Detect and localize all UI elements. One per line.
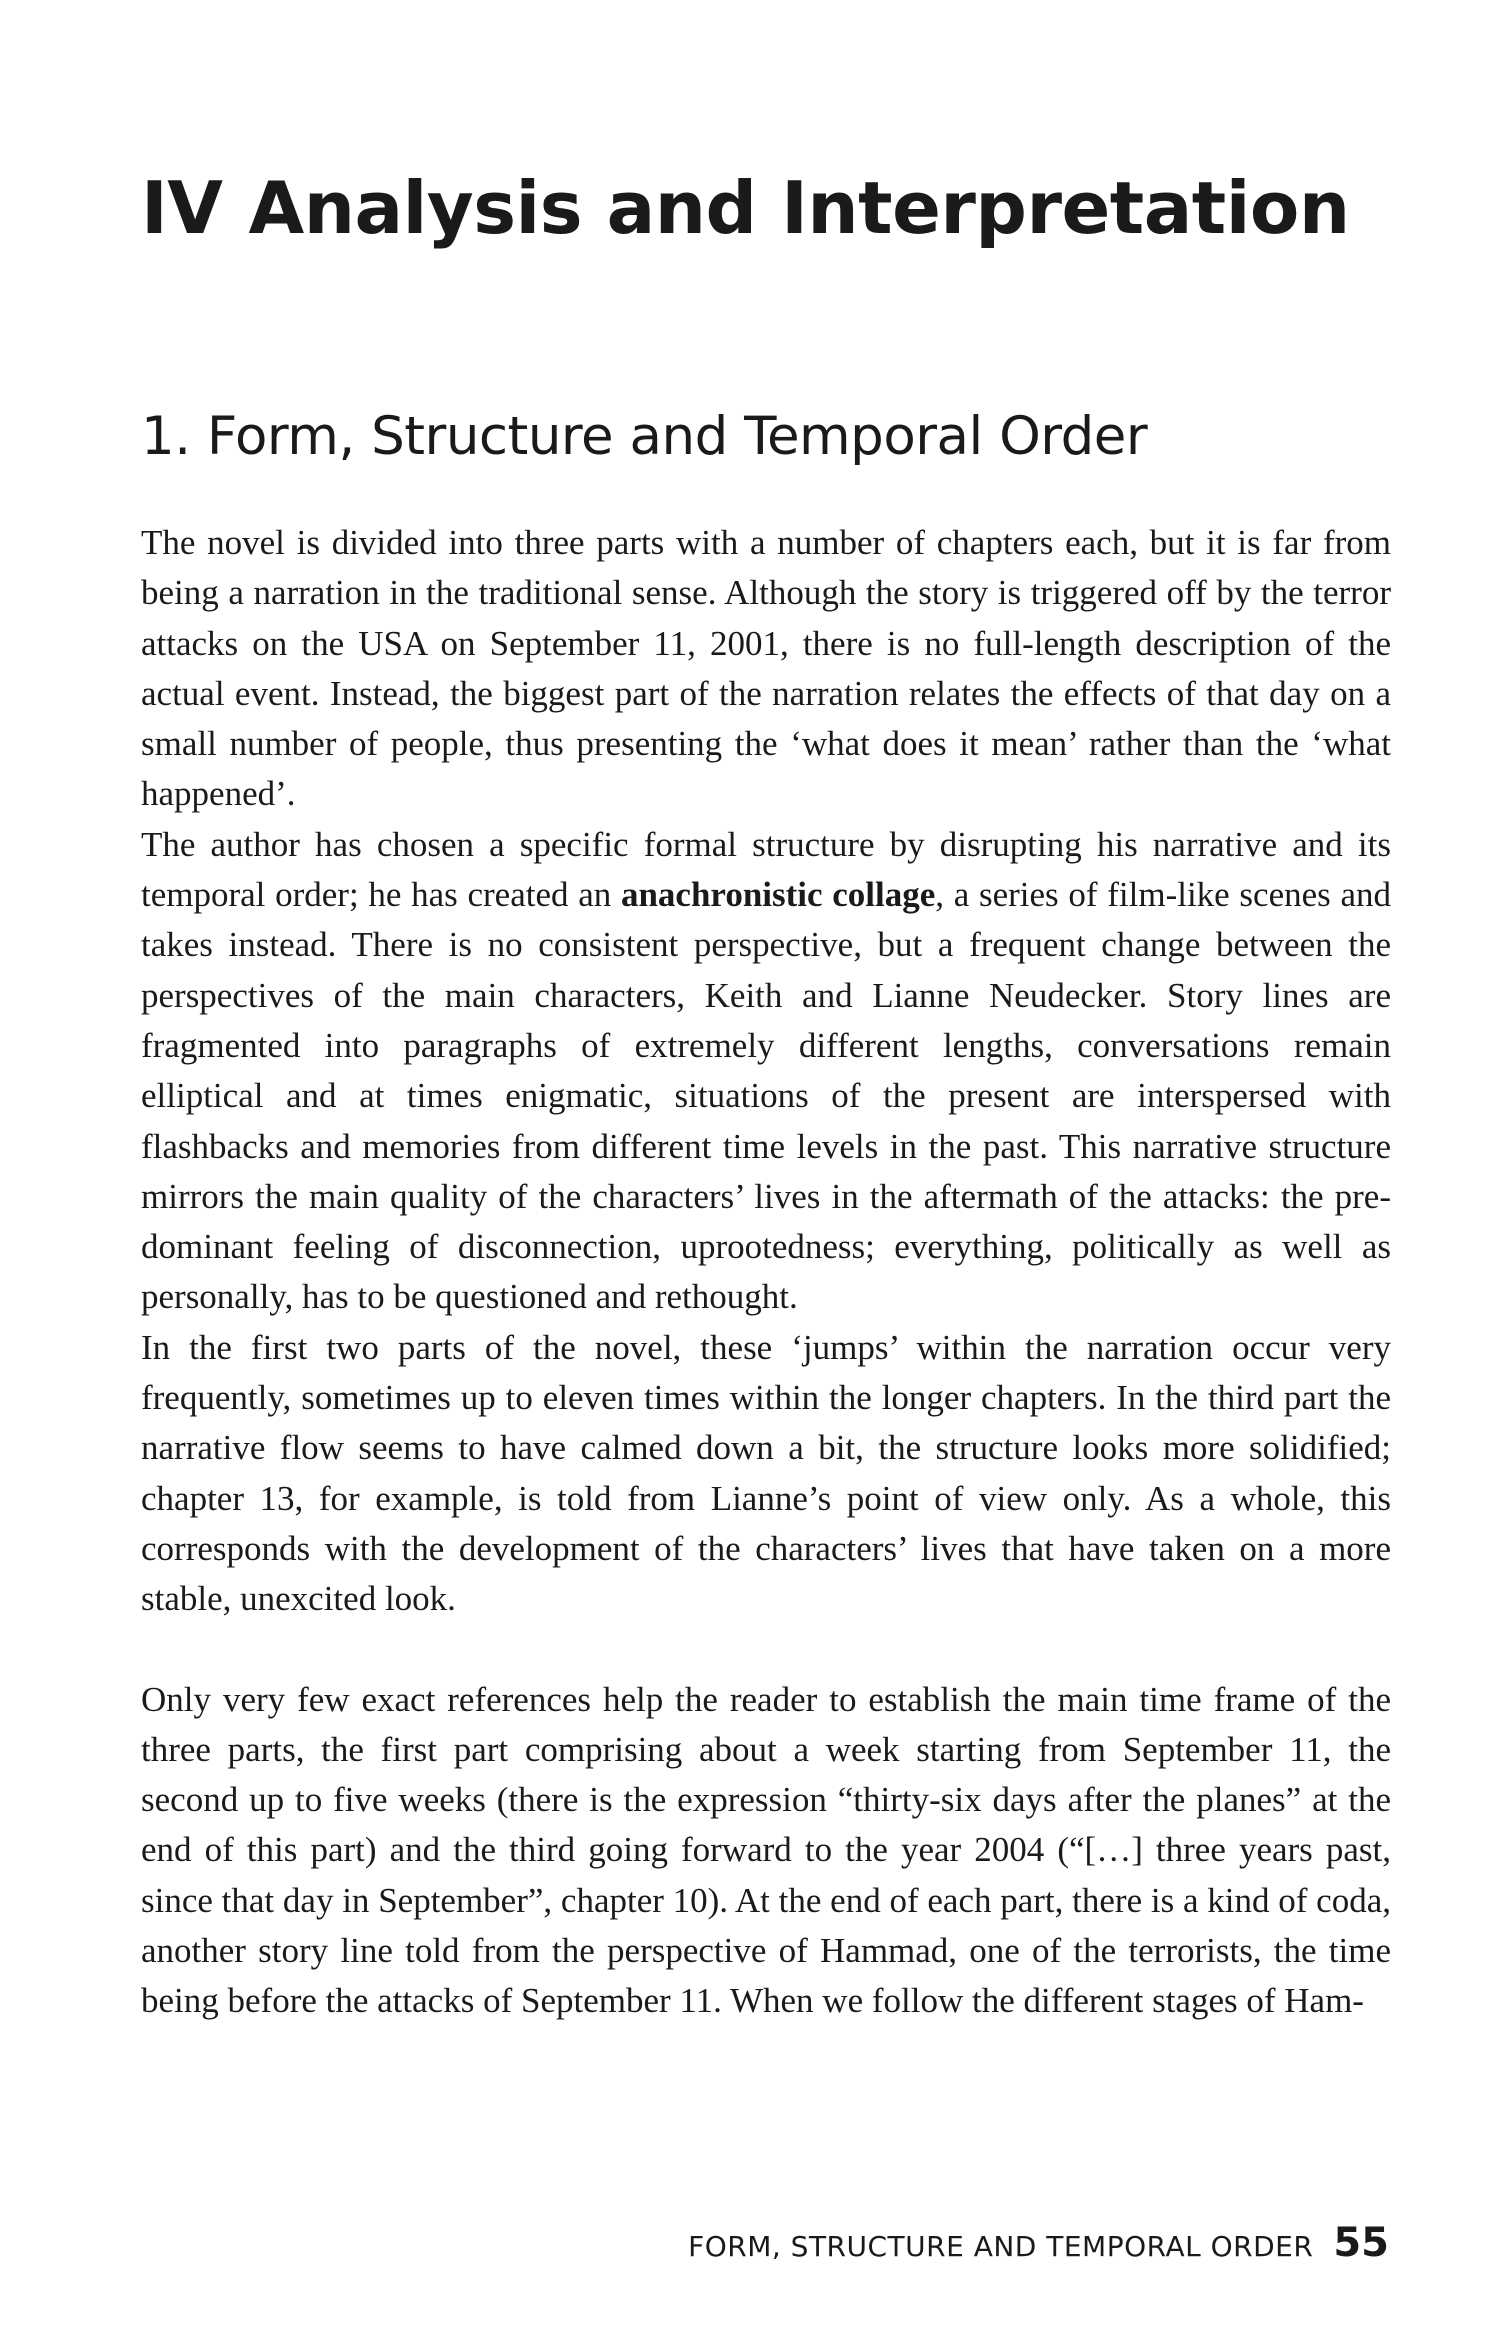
chapter-number: IV (141, 166, 223, 250)
paragraph-2-end: , a series of film-like scenes and takes instead. There is no consistent perspective, but a frequent change between the perspectives of the main characters, Keith and Lianne Neudecker. Story lines are fragmented into paragraphs of extremely different lengths, conversations remain elliptical and at times enigmatic, situations of the present are interspersed with flashbacks and memories from different time levels in the past. This narrative structure mirrors the main quality of the characters’ lives in the aftermath of the attacks: the predominant feeling of disconnection, uprootedness; everything, politically as well as personally, has to be questioned and rethought. (141, 875, 1391, 1317)
paragraph-3: In the first two parts of the novel, these ‘jumps’ within the narration occur very frequently, sometimes up to eleven times within the longer chapters. In the third part the narrative flow seems to have calmed down a bit, the structure looks more solidified; chapter 13, for example, is told from Lianne’s point of view only. As a whole, this corresponds with the development of the characters’ lives that have taken on a more stable, unexcited look. (141, 1327, 1391, 1619)
body-text (141, 518, 1391, 2027)
paragraph-4: Only very few exact references help the reader to establish the main time frame of the three parts, the first part comprising about a week starting from September 11, the second up to five weeks (there is the expression “thirty-six days after the planes” at the end of this part) and the third going forward to the year 2004 (“[…] three years past, since that day in September”, chapter 10). At the end of each part, there is a kind of coda, another story line told from the perspective of Hammad, one of the terrorists, the time being before the attacks of September 11. When we follow the different stages of Ham- (141, 1679, 1391, 2021)
paragraph-2 (141, 820, 1391, 1323)
chapter-heading (141, 163, 1350, 253)
running-footer (688, 2220, 1389, 2266)
page-number: 55 (1333, 2220, 1389, 2266)
chapter-title: Analysis and Interpretation (248, 166, 1350, 250)
section-heading: 1. Form, Structure and Temporal Order (141, 406, 1148, 467)
paragraph-2-start: The author has chosen a specific formal structure by disrupting his narrative and its temporal order; he has created an (141, 824, 1391, 915)
emphasis-term: anachronistic collage (620, 875, 936, 915)
running-title: FORM, STRUCTURE AND TEMPORAL ORDER (688, 2230, 1314, 2263)
paragraph-1: The novel is divided into three parts with a number of chapters each, but it is far from being a narration in the traditional sense. Although the story is triggered off by the terror attacks on the USA on September 11, 2001, there is no full-length description of the actual event. Instead, the biggest part of the narration relates the effects of that day on a small number of people, thus presenting the ‘what does it mean’ rather than the ‘what happened’. (141, 523, 1391, 814)
